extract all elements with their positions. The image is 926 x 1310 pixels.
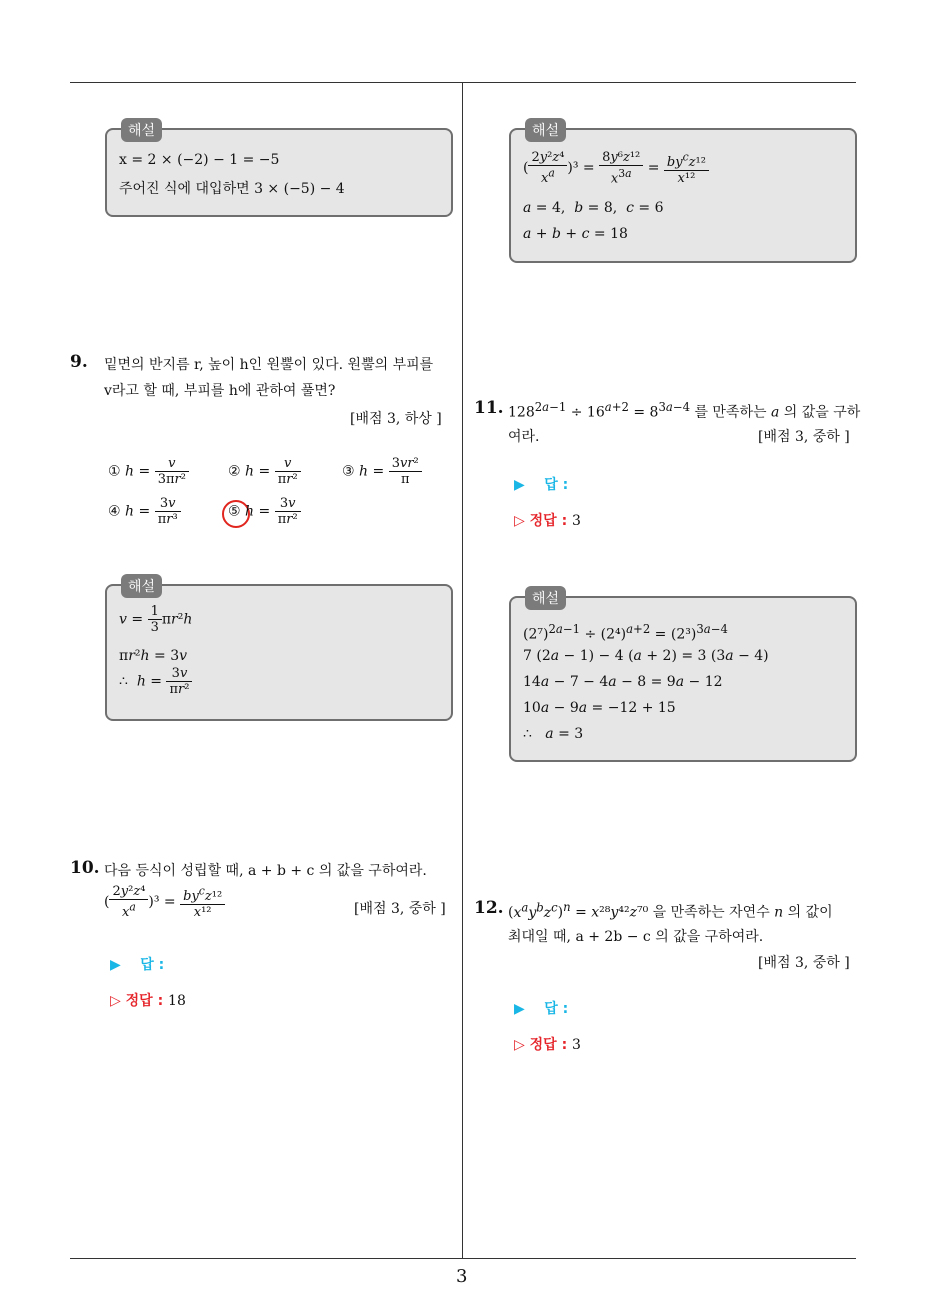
- answer-label: 답 :: [544, 1001, 569, 1017]
- question-text: $128^{2a-1} \div 16^{a+2} = 8^{3a-4}$ 를 만족하는 a 의 값을 구하: [508, 400, 861, 421]
- top-rule: [70, 82, 856, 83]
- solution-line: x = 2 × (−2) − 1 = −5: [119, 152, 280, 168]
- question-text: 여라.: [508, 429, 540, 445]
- question-number: 10.: [70, 858, 100, 878]
- answer-row: ▶ 답 :: [514, 477, 569, 493]
- points-label: [배점 3, 중하 ]: [354, 901, 446, 917]
- solution-line: v = $\frac{1}{3}$ πr²h: [119, 604, 193, 635]
- points-label: [배점 3, 중하 ]: [758, 955, 850, 971]
- points-label: [배점 3, 하상 ]: [350, 411, 442, 427]
- question-text: v라고 할 때, 부피를 h에 관하여 풀면?: [104, 383, 336, 399]
- bottom-rule: [70, 1258, 856, 1259]
- choice-4[interactable]: ④ h = $\frac{3v}{\text{πr³}}$: [108, 496, 181, 527]
- solution-box-q8: [105, 123, 453, 217]
- correct-answer-row: ▷ 정답 : 3: [514, 513, 581, 529]
- column-divider: [462, 83, 463, 1259]
- solution-tag: 해설: [525, 118, 566, 142]
- question-number: 11.: [474, 398, 504, 418]
- question-equation: ( $\frac{\text{2y²z⁴}}{x^a}$ )³ = $\frac{by^cz^{12}}{\text{x¹²}}$: [104, 884, 225, 920]
- solution-tag: 해설: [525, 586, 566, 610]
- question-text: 다음 등식이 성립할 때, a + b + c 의 값을 구하여라.: [104, 863, 427, 879]
- answer-row: ▶ 답 :: [514, 1001, 569, 1017]
- solution-tag: 해설: [121, 118, 162, 142]
- page-number: 3: [456, 1266, 468, 1287]
- question-text: 밑면의 반지름 r, 높이 h인 원뿔이 있다. 원뿔의 부피를: [104, 357, 434, 373]
- correct-answer-value: 3: [572, 513, 581, 529]
- solution-box-q9: [105, 579, 453, 721]
- correct-answer-value: 3: [572, 1037, 581, 1053]
- solution-tag: 해설: [121, 574, 162, 598]
- question-number: 9.: [70, 352, 88, 372]
- solution-line: $(2^7)^{2a-1} \div (2^4)^{a+2} = (2^3)^{3a-4}$: [523, 622, 728, 643]
- solution-line: a + b + c = 18: [523, 226, 628, 242]
- correct-answer-row: ▷ 정답 : 3: [514, 1037, 581, 1053]
- correct-answer-value: 18: [168, 993, 186, 1009]
- correct-label: 정답 :: [529, 1037, 568, 1053]
- solution-line: πr²h = 3v: [119, 648, 188, 664]
- answer-label: 답 :: [544, 477, 569, 493]
- correct-label: 정답 :: [125, 993, 164, 1009]
- correct-label: 정답 :: [529, 513, 568, 529]
- solution-line: a = 4, b = 8, c = 6: [523, 200, 664, 216]
- question-text: 최대일 때, a + 2b − c 의 값을 구하여라.: [508, 929, 764, 945]
- choice-2[interactable]: ② h = $\frac{v}{\text{πr²}}$: [228, 456, 301, 487]
- solution-line: ∴ h = $\frac{3v}{\text{πr²}}$: [119, 666, 192, 697]
- solution-line: ( $\frac{\text{2y²z⁴}}{x^a}$ )³ = $\frac{\text{8y⁶z¹²}}{x^{3a}}$ = $\frac{by^cz^{12}}{\text{x¹²}}$: [523, 150, 709, 186]
- solution-line: 14a − 7 − 4a − 8 = 9a − 12: [523, 674, 723, 690]
- choice-5[interactable]: ⑤ h = $\frac{3v}{\text{πr²}}$: [228, 496, 301, 527]
- solution-line: 주어진 식에 대입하면 3 × (−5) − 4: [119, 181, 345, 197]
- question-text: $(x^ay^bz^c)^n = x^{28}y^{42}z^{70}$ 을 만족하는 자연수 n 의 값이: [508, 900, 833, 921]
- solution-line: 10a − 9a = −12 + 15: [523, 700, 676, 716]
- solution-box-q11: [509, 591, 857, 762]
- question-number: 12.: [474, 898, 504, 918]
- choice-1[interactable]: ① h = $\frac{v}{\text{3πr²}}$: [108, 456, 189, 487]
- points-label: [배점 3, 중하 ]: [758, 429, 850, 445]
- solution-line: ∴ a = 3: [523, 726, 584, 742]
- answer-row: ▶ 답 :: [110, 957, 165, 973]
- answer-label: 답 :: [140, 957, 165, 973]
- correct-answer-row: ▷ 정답 : 18: [110, 993, 186, 1009]
- solution-box-q10: [509, 123, 857, 263]
- solution-line: 7 (2a − 1) − 4 (a + 2) = 3 (3a − 4): [523, 648, 769, 664]
- choice-3[interactable]: ③ h = $\frac{\text{3vr²}}{\pi}$: [342, 456, 422, 487]
